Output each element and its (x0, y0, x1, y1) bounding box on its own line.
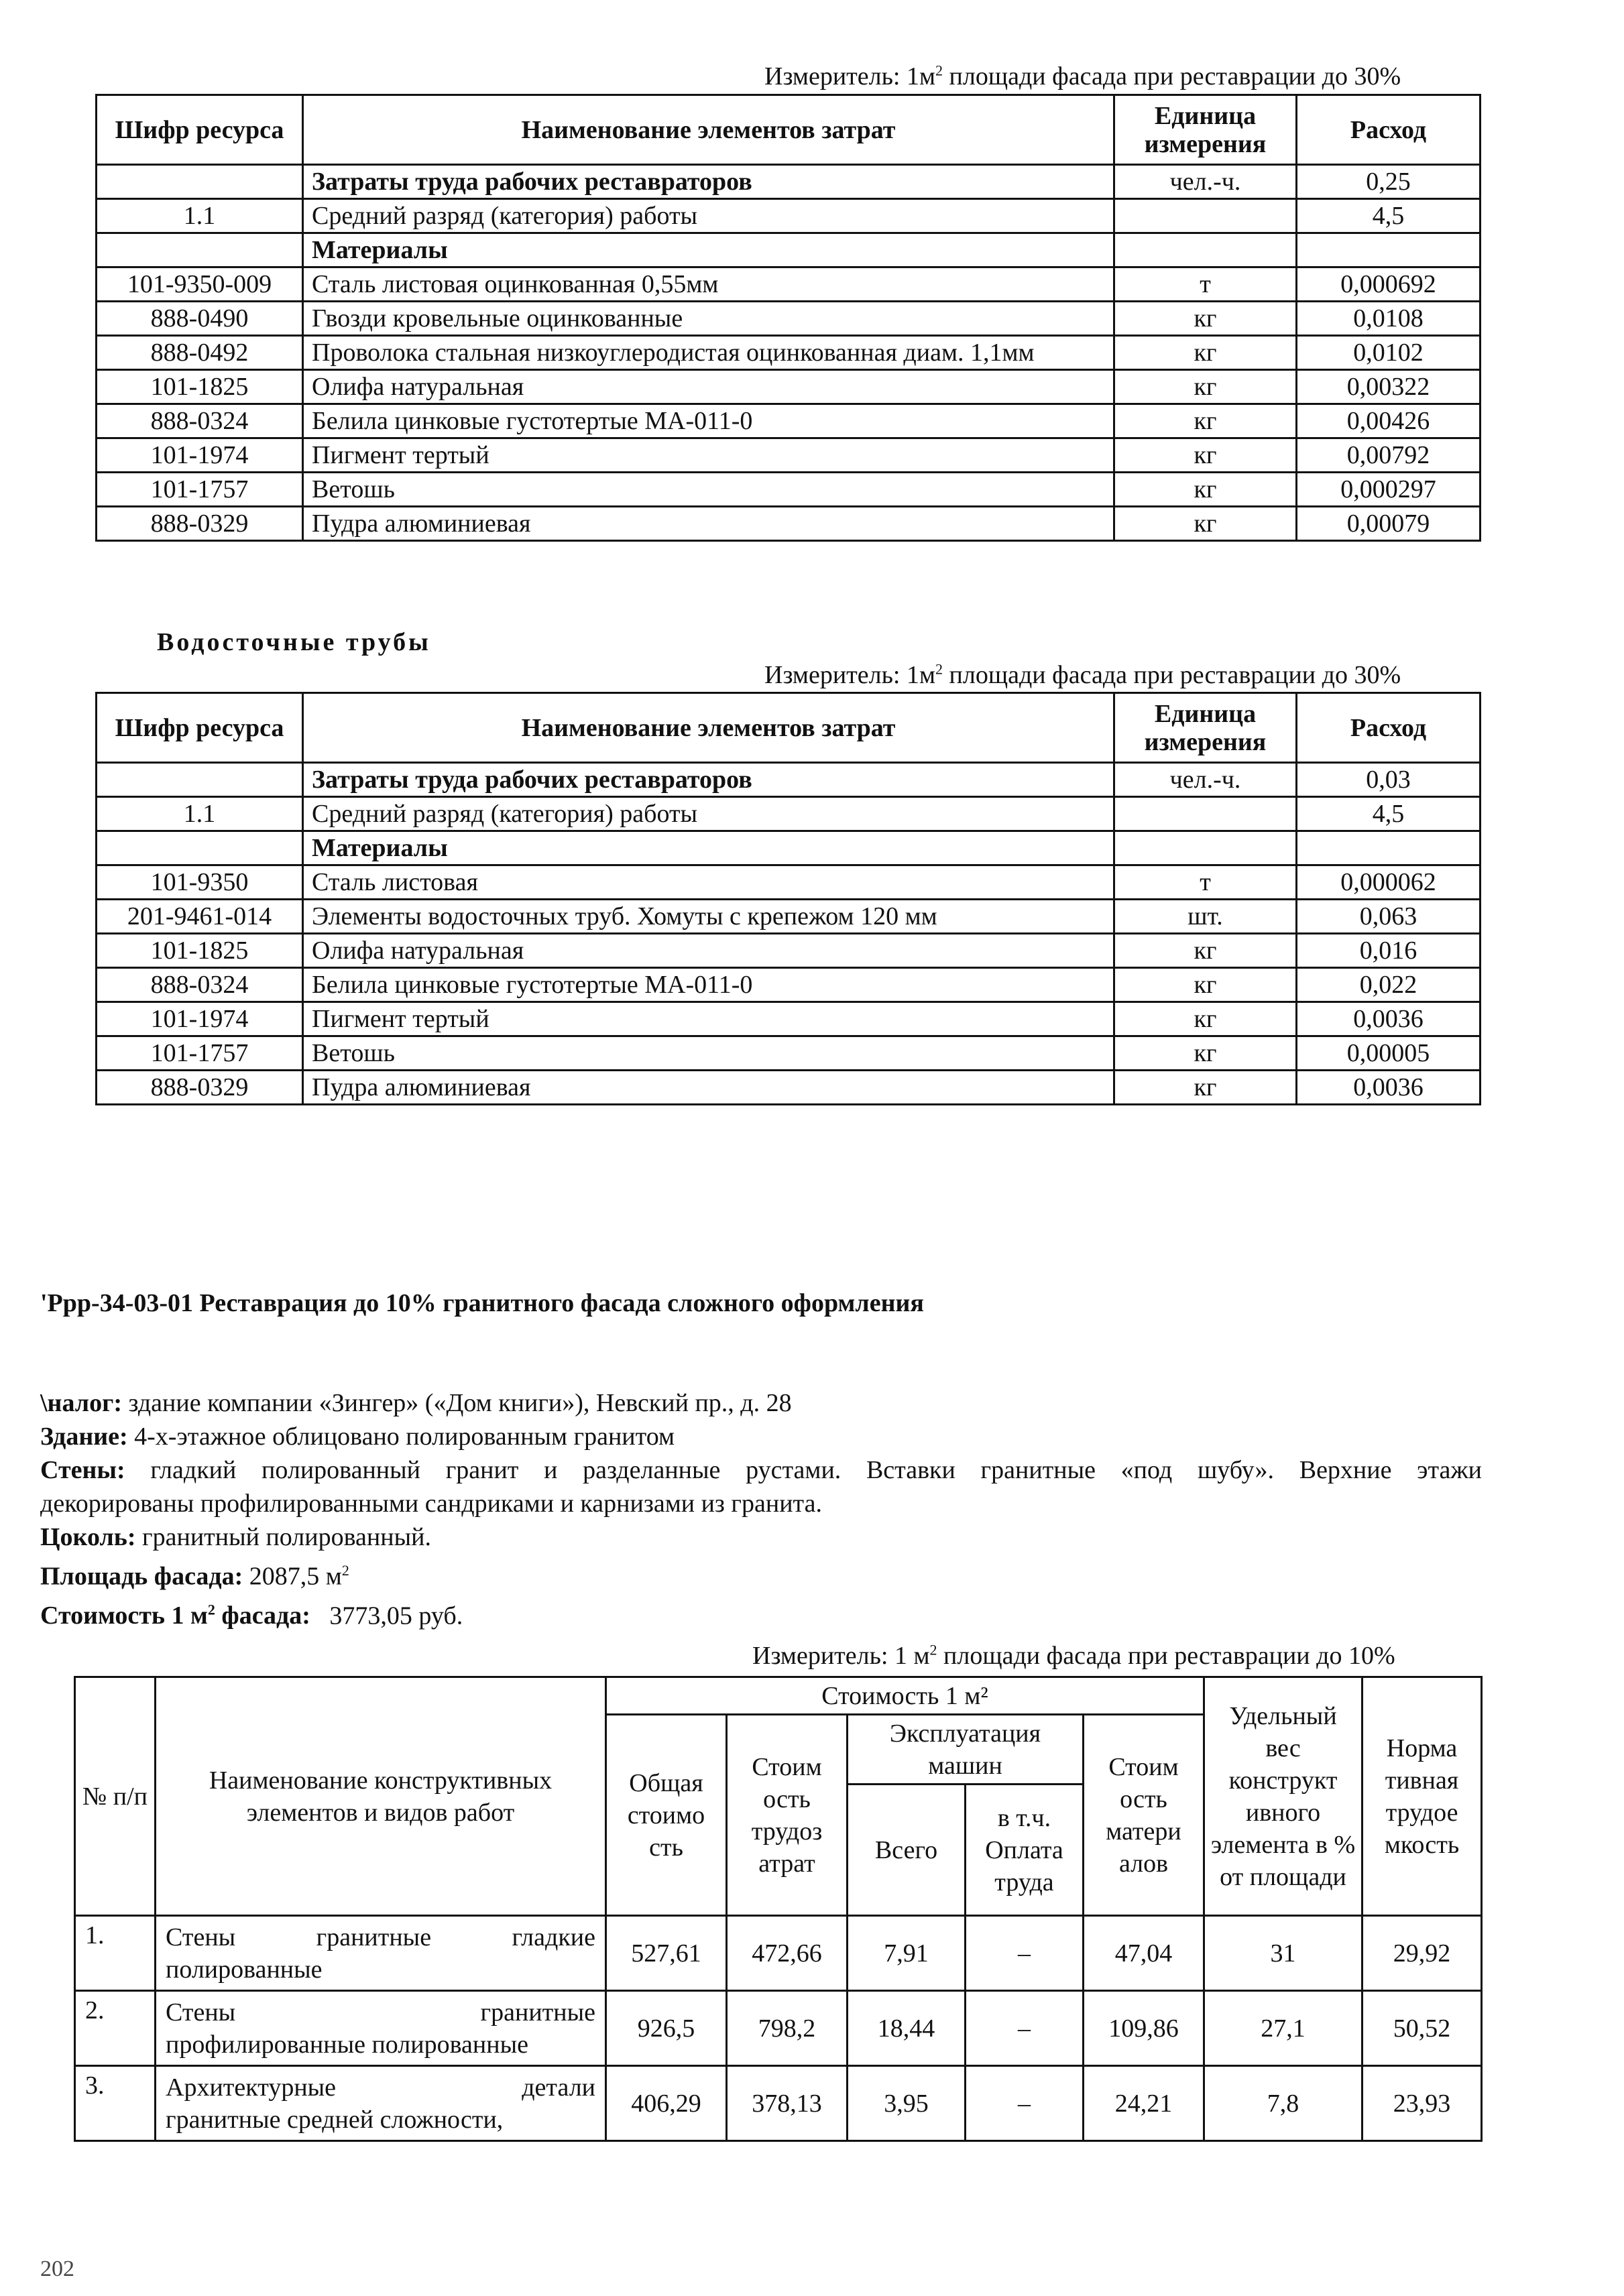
unit: кг (1114, 1036, 1297, 1071)
resource-code: 1.1 (97, 199, 303, 233)
table3-header-labor: Стоим ость трудоз атрат (727, 1715, 848, 1916)
resource-code: 888-0490 (97, 302, 303, 336)
unit (1114, 199, 1297, 233)
work-name-line-1: Архитектурные детали (166, 2073, 595, 2102)
unit: шт. (1114, 900, 1297, 934)
plinth-line: Цоколь: гранитный полированный. (40, 1523, 431, 1551)
table3 (74, 1676, 1483, 2142)
cost-element-name: Пигмент тертый (303, 1002, 1114, 1036)
table3-body (75, 1916, 1482, 2141)
table2-header-code: Шифр ресурса (97, 693, 303, 763)
table3-header-materials: Стоим ость матери алов (1084, 1715, 1204, 1916)
quantity: 0,063 (1297, 900, 1481, 934)
table-row (97, 267, 1481, 302)
table2-header-qty: Расход (1297, 693, 1481, 763)
table1-body (97, 165, 1481, 541)
table3-header-machines-pay: в т.ч. Оплата труда (966, 1785, 1084, 1916)
cost-element-name: Гвозди кровельные оцинкованные (303, 302, 1114, 336)
quantity: 4,5 (1297, 797, 1481, 831)
value-share: 31 (1204, 1916, 1362, 1991)
table3-header-num: № п/п (75, 1677, 156, 1916)
table3-header-machines: Эксплуатация машин (848, 1715, 1084, 1785)
quantity: 0,00426 (1297, 404, 1481, 438)
work-name-line-2: полированные (166, 1955, 323, 1984)
resource-code (97, 831, 303, 865)
table2-header-unit: Единица измерения (1114, 693, 1297, 763)
resource-code (97, 763, 303, 797)
building-line: Здание: 4-х-этажное облицовано полированным гранитом (40, 1423, 675, 1451)
cost-element-name: Проволока стальная низкоуглеродистая оцинкованная диам. 1,1мм (303, 336, 1114, 370)
cost-element-name: Затраты труда рабочих реставраторов (303, 763, 1114, 797)
resource-code: 888-0324 (97, 404, 303, 438)
table1-header-qty: Расход (1297, 95, 1481, 165)
unit: кг (1114, 336, 1297, 370)
walls-line: Стены: гладкий полированный гранит и разделанные рустами. Вставки гранитные «под шубу». Верхние этажи (40, 1456, 1482, 1484)
cost-element-name: Пигмент тертый (303, 438, 1114, 473)
value-mach: 18,44 (848, 1991, 966, 2066)
table-row (75, 1991, 1482, 2066)
quantity: 0,0108 (1297, 302, 1481, 336)
cost-element-name: Ветошь (303, 473, 1114, 507)
cost-element-name: Затраты труда рабочих реставраторов (303, 165, 1114, 199)
table-row (97, 763, 1481, 797)
row-number: 2. (75, 1991, 156, 2066)
table-row (97, 199, 1481, 233)
table3-measure: Измеритель: 1 $м^2$ площади фасада при реставрации до 10% (752, 1641, 1395, 1670)
table1-header-unit: Единица измерения (1114, 95, 1297, 165)
value-norm: 29,92 (1362, 1916, 1482, 1991)
resource-code: 201-9461-014 (97, 900, 303, 934)
table-row (97, 1036, 1481, 1071)
unit: чел.-ч. (1114, 763, 1297, 797)
table-row (97, 473, 1481, 507)
analog-line: \налог: здание компании «Зингер» («Дом книги»), Невский пр., д. 28 (40, 1389, 792, 1417)
resource-code: 101-1974 (97, 1002, 303, 1036)
value-total: 527,61 (606, 1916, 727, 1991)
table2-body (97, 763, 1481, 1105)
quantity: 0,022 (1297, 968, 1481, 1002)
unit (1114, 797, 1297, 831)
value-norm: 50,52 (1362, 1991, 1482, 2066)
table3-header-norm: Норма тивная трудое мкость (1362, 1677, 1482, 1916)
resource-code: 101-9350 (97, 865, 303, 900)
quantity: 0,03 (1297, 763, 1481, 797)
quantity (1297, 831, 1481, 865)
value-mat: 24,21 (1084, 2066, 1204, 2141)
quantity: 0,000297 (1297, 473, 1481, 507)
resource-code: 888-0324 (97, 968, 303, 1002)
cost-element-name: Элементы водосточных труб. Хомуты с крепежом 120 мм (303, 900, 1114, 934)
value-total: 406,29 (606, 2066, 727, 2141)
table3-header-name: Наименование конструктивных элементов и видов работ (156, 1677, 606, 1916)
value-mach: 7,91 (848, 1916, 966, 1991)
resource-code: 888-0329 (97, 507, 303, 541)
cost-line: Стоимость 1 $м^2$ фасада: 3773,05 руб. (40, 1601, 463, 1630)
table1-measure: Измеритель: $1м^2$ площади фасада при реставрации до 30% (764, 62, 1401, 90)
table3-header-cost-group: Стоимость 1 м² (606, 1677, 1204, 1715)
cost-element-name: Материалы (303, 831, 1114, 865)
section3-description (40, 1386, 1482, 1632)
unit: чел.-ч. (1114, 165, 1297, 199)
cost-element-name: Материалы (303, 233, 1114, 267)
unit: кг (1114, 1002, 1297, 1036)
cost-element-name: Белила цинковые густотертые МА-011-0 (303, 968, 1114, 1002)
value-mat: 47,04 (1084, 1916, 1204, 1991)
quantity: 0,00792 (1297, 438, 1481, 473)
quantity: 0,00005 (1297, 1036, 1481, 1071)
table-row (97, 370, 1481, 404)
quantity: 0,000692 (1297, 267, 1481, 302)
unit: кг (1114, 934, 1297, 968)
table2 (95, 692, 1481, 1105)
table-row (97, 797, 1481, 831)
unit: т (1114, 267, 1297, 302)
table-row (75, 1916, 1482, 1991)
value-mat: 109,86 (1084, 1991, 1204, 2066)
table-row (97, 831, 1481, 865)
value-pay: – (966, 1916, 1084, 1991)
value-labor: 378,13 (727, 2066, 848, 2141)
value-pay: – (966, 2066, 1084, 2141)
resource-code: 888-0492 (97, 336, 303, 370)
quantity: 0,016 (1297, 934, 1481, 968)
work-name (156, 1991, 606, 2066)
quantity (1297, 233, 1481, 267)
resource-code: 101-1825 (97, 934, 303, 968)
table3-header-share: Удельный вес конструкт ивного элемента в % от площади (1204, 1677, 1362, 1916)
resource-code: 101-9350-009 (97, 267, 303, 302)
work-name-line-2: гранитные средней сложности, (166, 2105, 504, 2134)
quantity: 0,25 (1297, 165, 1481, 199)
cost-element-name: Олифа натуральная (303, 934, 1114, 968)
value-mach: 3,95 (848, 2066, 966, 2141)
unit: кг (1114, 507, 1297, 541)
table1-header-code: Шифр ресурса (97, 95, 303, 165)
cost-element-name: Пудра алюминиевая (303, 507, 1114, 541)
section2-heading: Водосточные трубы (157, 628, 431, 656)
unit: кг (1114, 1071, 1297, 1105)
table-row (97, 934, 1481, 968)
work-name-line-1: Стены гранитные гладкие (166, 1923, 595, 1951)
quantity: 0,0036 (1297, 1071, 1481, 1105)
table2-measure: Измеритель: $1м^2$ площади фасада при реставрации до 30% (764, 660, 1401, 689)
unit: кг (1114, 438, 1297, 473)
cost-element-name: Сталь листовая (303, 865, 1114, 900)
table-row (97, 165, 1481, 199)
table-row (97, 1071, 1481, 1105)
cost-element-name: Белила цинковые густотертые МА-011-0 (303, 404, 1114, 438)
walls-line-2: декорированы профилированными сандриками и карнизами из гранита. (40, 1490, 822, 1518)
table-row (97, 404, 1481, 438)
page-number: 202 (40, 2256, 74, 2281)
work-name (156, 2066, 606, 2141)
area-line: Площадь фасада: 2087,5 $м^2$ (40, 1562, 349, 1591)
row-number: 3. (75, 2066, 156, 2141)
table-row (97, 438, 1481, 473)
cost-element-name: Средний разряд (категория) работы (303, 797, 1114, 831)
cost-element-name: Сталь листовая оцинкованная 0,55мм (303, 267, 1114, 302)
quantity: 0,000062 (1297, 865, 1481, 900)
unit: т (1114, 865, 1297, 900)
resource-code: 101-1825 (97, 370, 303, 404)
cost-element-name: Пудра алюминиевая (303, 1071, 1114, 1105)
cost-element-name: Ветошь (303, 1036, 1114, 1071)
quantity: 0,0036 (1297, 1002, 1481, 1036)
resource-code: 101-1757 (97, 1036, 303, 1071)
value-share: 27,1 (1204, 1991, 1362, 2066)
resource-code: 888-0329 (97, 1071, 303, 1105)
table1 (95, 94, 1481, 542)
table-row (75, 2066, 1482, 2141)
quantity: 4,5 (1297, 199, 1481, 233)
unit: кг (1114, 404, 1297, 438)
value-labor: 472,66 (727, 1916, 848, 1991)
table3-header-total: Общая стоимо сть (606, 1715, 727, 1916)
table-row (97, 507, 1481, 541)
cost-element-name: Средний разряд (категория) работы (303, 199, 1114, 233)
value-share: 7,8 (1204, 2066, 1362, 2141)
table1-header-name: Наименование элементов затрат (303, 95, 1114, 165)
resource-code: 1.1 (97, 797, 303, 831)
unit: кг (1114, 473, 1297, 507)
table-row (97, 302, 1481, 336)
quantity: 0,00322 (1297, 370, 1481, 404)
value-labor: 798,2 (727, 1991, 848, 2066)
table2-header-name: Наименование элементов затрат (303, 693, 1114, 763)
work-name (156, 1916, 606, 1991)
unit: кг (1114, 968, 1297, 1002)
quantity: 0,00079 (1297, 507, 1481, 541)
table-row (97, 968, 1481, 1002)
unit: кг (1114, 302, 1297, 336)
table-row (97, 900, 1481, 934)
resource-code: 101-1757 (97, 473, 303, 507)
table-row (97, 336, 1481, 370)
unit: кг (1114, 370, 1297, 404)
resource-code (97, 165, 303, 199)
section3-title: 'Ppp-34-03-01 Реставрация до 10% гранитного фасада сложного оформления (40, 1289, 924, 1317)
value-pay: – (966, 1991, 1084, 2066)
unit (1114, 831, 1297, 865)
work-name-line-1: Стены гранитные (166, 1998, 595, 2027)
table-row (97, 1002, 1481, 1036)
value-total: 926,5 (606, 1991, 727, 2066)
table3-header-machines-total: Всего (848, 1785, 966, 1916)
row-number: 1. (75, 1916, 156, 1991)
table-row (97, 865, 1481, 900)
unit (1114, 233, 1297, 267)
quantity: 0,0102 (1297, 336, 1481, 370)
value-norm: 23,93 (1362, 2066, 1482, 2141)
resource-code (97, 233, 303, 267)
resource-code: 101-1974 (97, 438, 303, 473)
table-row (97, 233, 1481, 267)
work-name-line-2: профилированные полированные (166, 2030, 528, 2059)
cost-element-name: Олифа натуральная (303, 370, 1114, 404)
